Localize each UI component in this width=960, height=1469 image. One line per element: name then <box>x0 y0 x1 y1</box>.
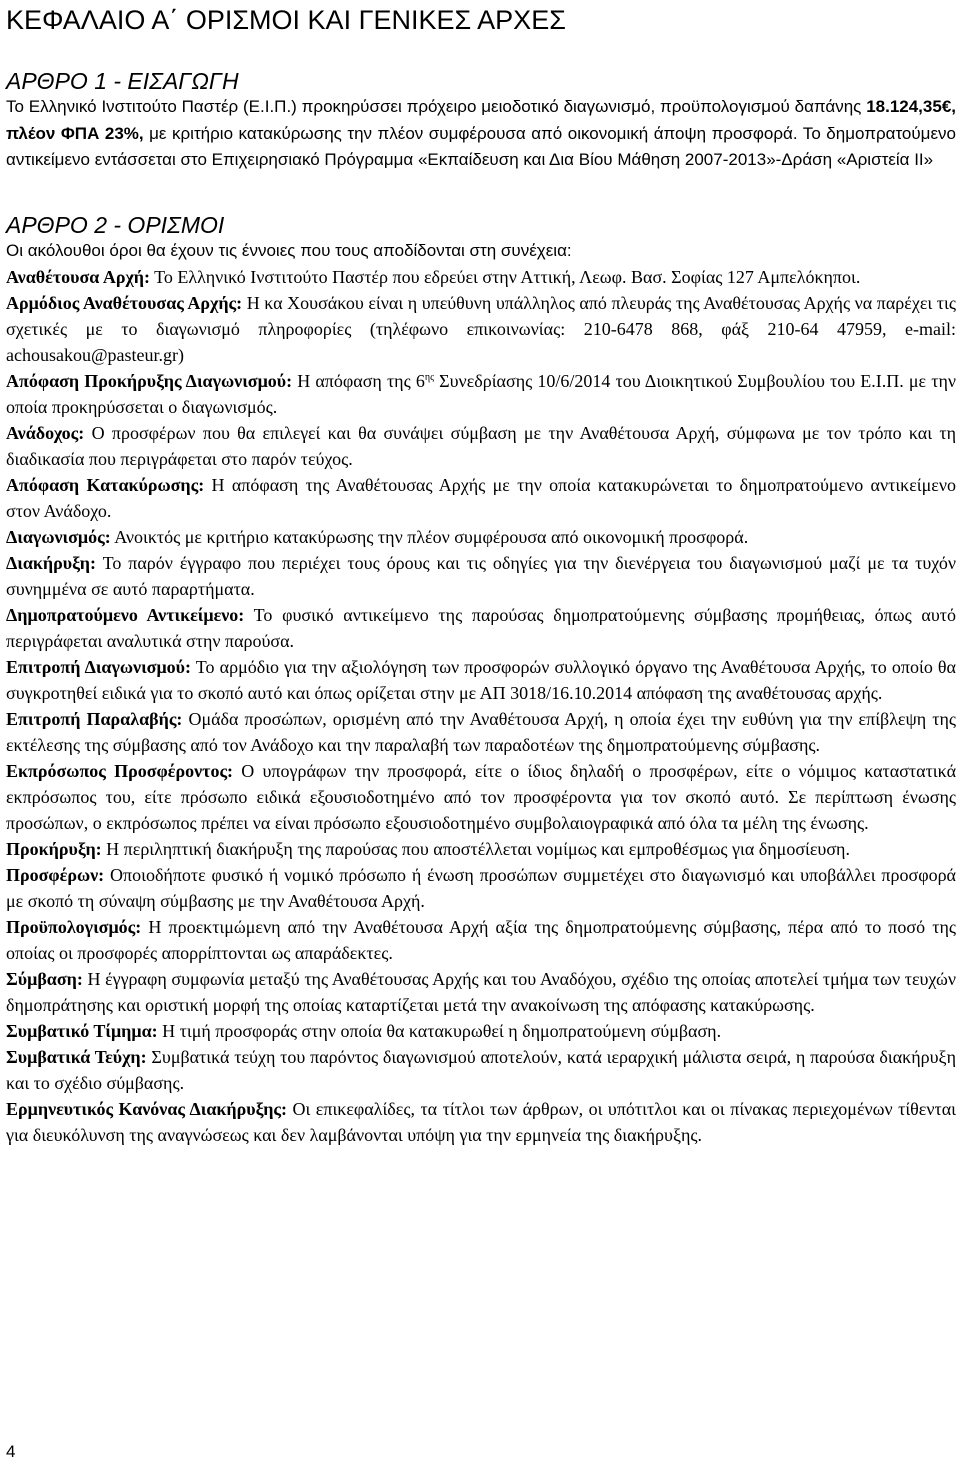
definition-term: Απόφαση Κατακύρωσης: <box>6 475 205 495</box>
definition-term: Προκήρυξη: <box>6 839 102 859</box>
definition-bidder <box>6 862 956 914</box>
article-1-text-after: με κριτήριο κατακύρωσης την πλέον συμφέρουσα από οικονομική άποψη προσφορά. Το δημοπρατούμενο αντικείμενο εντάσσεται στο Επιχειρησιακό Πρόγραμμα «Εκπαίδευση και Δια Βίου Μάθηση 2007-2013»-Δράση «Αριστεία ΙΙ» <box>6 123 956 169</box>
definition-contract-price <box>6 1018 956 1044</box>
definition-interpretation-rule <box>6 1096 956 1148</box>
page-number: 4 <box>6 1442 16 1461</box>
definition-term: Σύμβαση: <box>6 969 83 989</box>
definition-contract <box>6 966 956 1018</box>
definition-term: Εκπρόσωπος Προσφέροντος: <box>6 761 234 781</box>
definition-term: Επιτροπή Διαγωνισμού: <box>6 657 192 677</box>
definition-text: Η προεκτιμώμενη από την Αναθέτουσα Αρχή αξία της δημοπρατούμενης σύμβασης, πέρα από το ποσό της οποίας οι προσφορές απορρίπτονται ως απαράδεκτες. <box>6 917 956 963</box>
definition-text: Οι επικεφαλίδες, τα τίτλοι των άρθρων, οι υπότιτλοι και οι πίνακας περιεχομένων τίθενται για διευκόλυνση της αναγνώσεως και δεν λαμβάνονται υπόψη για την ερμηνεία της διακήρυξης. <box>6 1099 957 1145</box>
definition-contract-documents <box>6 1044 956 1096</box>
definition-bidder-representative <box>6 758 956 836</box>
definition-text: Το Ελληνικό Ινστιτούτο Παστέρ που εδρεύει στην Αττική, Λεωφ. Βασ. Σοφίας 127 Αμπελόκηποι. <box>149 267 861 287</box>
definition-budget <box>6 914 956 966</box>
definition-text: Η απόφαση της 6 <box>292 371 425 391</box>
article-1-text-before: Το Ελληνικό Ινστιτούτο Παστέρ (Ε.Ι.Π.) προκηρύσσει πρόχειρο μειοδοτικό διαγωνισμό, προϋπολογισμού δαπάνης <box>6 97 867 116</box>
definition-text: Ο υπογράφων την προσφορά, είτε ο ίδιος δηλαδή ο προσφέρων, είτε ο νόμιμος καταστατικά εκπρόσωπος του, είτε πρόσωπο ειδικά εξουσιοδοτημένο από τον προσφέροντα για τον σκοπό αυτό. Σε περίπτωση ένωσης προσώπων, ο εκπρόσωπος πρέπει να είναι πρόσωπο εξουσιοδοτημένο συμβολαιογραφικά από όλα τα μέλη της ένωσης. <box>6 761 956 833</box>
definition-text: Η έγγραφη συμφωνία μεταξύ της Αναθέτουσας Αρχής και του Αναδόχου, σχέδιο της οποίας αποτελεί τμήμα των τευχών δημοπράτησης και οριστική μορφή της οποίας καταρτίζεται μετά την ανακοίνωση της απόφασης κατακύρωσης. <box>6 969 956 1015</box>
chapter-title: ΚΕΦΑΛΑΙΟ Α΄ ΟΡΙΣΜΟΙ ΚΑΙ ΓΕΝΙΚΕΣ ΑΡΧΕΣ <box>6 5 566 35</box>
definition-term: Αρμόδιος Αναθέτουσας Αρχής: <box>6 293 243 313</box>
definition-text: Οποιοδήποτε φυσικό ή νομικό πρόσωπο ή ένωση προσώπων συμμετέχει στο διαγωνισμό και υποβάλλει προσφορά με σκοπό τη σύναψη σύμβασης με την Αναθέτουσα Αρχή. <box>6 865 956 911</box>
definition-term: Προϋπολογισμός: <box>6 917 142 937</box>
definition-authority-contact <box>6 290 956 368</box>
definition-auctioned-object <box>6 602 956 654</box>
article-1-title: ΑΡΘΡΟ 1 - ΕΙΣΑΓΩΓΗ <box>6 68 239 94</box>
definition-tender <box>6 524 956 550</box>
definition-declaration <box>6 550 956 602</box>
definition-superscript: ης <box>424 372 435 383</box>
definition-text: Η κα Χουσάκου είναι η υπεύθυνη υπάλληλος από πλευράς της Αναθέτουσας Αρχής να παρέχει τις σχετικές με το διαγωνισμό πληροφορίες (τηλέφωνο επικοινωνίας: 210-6478 868, φάξ 210-64 47959, e-mail: achousakou@pasteur.gr) <box>6 293 956 365</box>
definition-term: Συμβατικά Τεύχη: <box>6 1047 147 1067</box>
document-page <box>6 0 956 1148</box>
definition-term: Επιτροπή Παραλαβής: <box>6 709 183 729</box>
definition-contracting-authority <box>6 264 956 290</box>
definition-term: Αναθέτουσα Αρχή: <box>6 267 150 287</box>
definition-term: Προσφέρων: <box>6 865 105 885</box>
definition-text: Το φυσικό αντικείμενο της παρούσας δημοπρατούμενης σύμβασης προμήθειας, όπως αυτό περιγράφεται αναλυτικά στην παρούσα. <box>6 605 956 651</box>
definition-award-decision <box>6 472 956 524</box>
definition-text: Η περιληπτική διακήρυξη της παρούσας που αποστέλλεται νομίμως και εμπροθέσμως για δημοσίευση. <box>101 839 850 859</box>
definition-text: Το αρμόδιο για την αξιολόγηση των προσφορών συλλογικό όργανο της Αναθέτουσα Αρχής, το οποίο θα συγκροτηθεί ειδικά για το σκοπό αυτό και όπως ορίζεται στην με ΑΠ 3018/16.10.2014 απόφαση της αναθέτουσας αρχής. <box>6 657 956 703</box>
definition-term: Ερμηνευτικός Κανόνας Διακήρυξης: <box>6 1099 288 1119</box>
article-1-body <box>6 94 956 174</box>
definition-term: Απόφαση Προκήρυξης Διαγωνισμού: <box>6 371 293 391</box>
definition-text: Το παρόν έγγραφο που περιέχει τους όρους και τις οδηγίες για την διενέργεια του διαγωνισμού μαζί με τα τυχόν συνημμένα σε αυτό παραρτήματα. <box>6 553 956 599</box>
definition-receipt-committee <box>6 706 956 758</box>
definition-tender-committee <box>6 654 956 706</box>
definition-term: Διακήρυξη: <box>6 553 96 573</box>
definitions-list <box>6 264 956 1148</box>
definition-contractor <box>6 420 956 472</box>
definition-announcement <box>6 836 956 862</box>
definition-text: Συμβατικά τεύχη του παρόντος διαγωνισμού αποτελούν, κατά ιεραρχική μάλιστα σειρά, η παρούσα διακήρυξη και το σχέδιο σύμβασης. <box>6 1047 956 1093</box>
definition-text: Ο προσφέρων που θα επιλεγεί και θα συνάψει σύμβαση με την Αναθέτουσα Αρχή, σύμφωνα με τον τρόπο και τη διαδικασία που περιγράφεται στο παρόν τεύχος. <box>6 423 956 469</box>
definition-term: Διαγωνισμός: <box>6 527 111 547</box>
definition-term: Δημοπρατούμενο Αντικείμενο: <box>6 605 245 625</box>
definition-text: Ομάδα προσώπων, ορισμένη από την Αναθέτουσα Αρχή, η οποία έχει την ευθύνη για την επίβλεψη της εκτέλεσης της σύμβασης από τον Ανάδοχο και την παραλαβή των παραδοτέων της δημοπρατούμενης σύμβασης. <box>6 709 956 755</box>
definition-term: Ανάδοχος: <box>6 423 85 443</box>
definition-tender-decision <box>6 368 956 420</box>
article-2-intro: Οι ακόλουθοι όροι θα έχουν τις έννοιες που τους αποδίδονται στη συνέχεια: <box>6 240 572 260</box>
definition-text: Η τιμή προσφοράς στην οποία θα κατακυρωθεί η δημοπρατούμενη σύμβαση. <box>157 1021 722 1041</box>
definition-term: Συμβατικό Τίμημα: <box>6 1021 158 1041</box>
article-1-budget: 18.124,35€, πλέον ΦΠΑ 23%, <box>6 97 956 143</box>
definition-text-continued: Συνεδρίασης 10/6/2014 του Διοικητικού Συμβουλίου του Ε.Ι.Π. με την οποία προκηρύσσεται ο διαγωνισμός. <box>6 371 956 417</box>
definition-text: Ανοικτός με κριτήριο κατακύρωσης την πλέον συμφέρουσα από οικονομική προσφορά. <box>110 527 749 547</box>
article-2-title: ΑΡΘΡΟ 2 - ΟΡΙΣΜΟΙ <box>6 211 225 238</box>
definition-text: Η απόφαση της Αναθέτουσας Αρχής με την οποία κατακυρώνεται το δημοπρατούμενο αντικείμενο στον Ανάδοχο. <box>6 475 956 521</box>
